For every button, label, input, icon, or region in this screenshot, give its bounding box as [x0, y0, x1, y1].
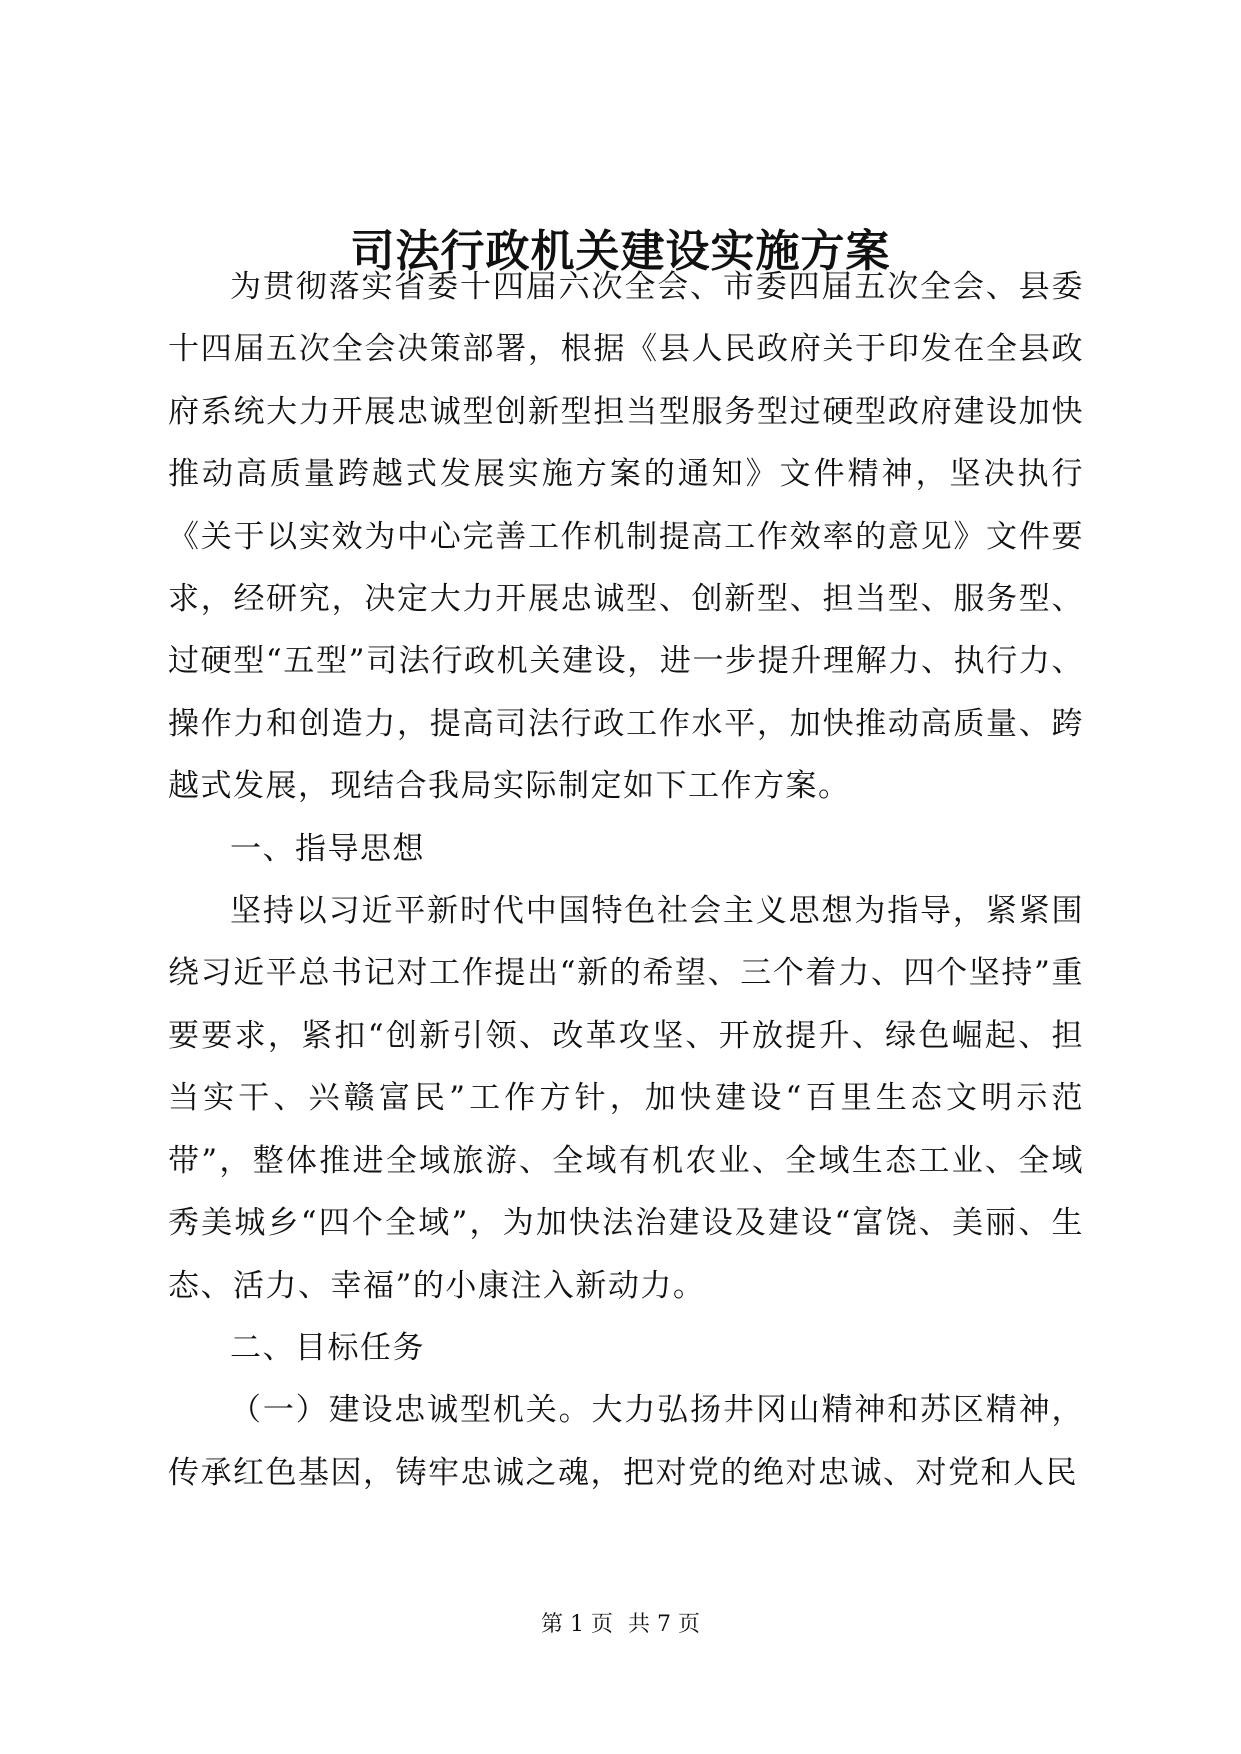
document-title: 司法行政机关建设实施方案	[350, 226, 891, 277]
intro-paragraph: 为贯彻落实省委十四届六次全会、市委四届五次全会、县委十四届五次全会决策部署，根据《县人民政府关于印发在全县政府系统大力开展忠诚型创新型担当型服务型过硬型政府建设加快推动高质量跨越式发展实施方案的通知》文件精神，坚决执行《关于以实效为中心完善工作机制提高工作效率的意见》文件要求，经研究，决定大力开展忠诚型、创新型、担当型、服务型、过硬型“五型”司法行政机关建设，进一步提升理解力、执行力、操作力和创造力，提高司法行政工作水平，加快推动高质量、跨越式发展，现结合我局实际制定如下工作方案。	[168, 269, 1084, 805]
page-number: 第 1 页	[541, 1612, 613, 1637]
document-body	[168, 256, 1084, 1504]
page-total: 共 7 页	[628, 1612, 700, 1637]
section-heading-guiding-ideology: 一、指导思想	[230, 830, 425, 867]
section-heading-goals: 二、目标任务	[230, 1329, 425, 1366]
page-footer	[0, 1610, 1241, 1640]
guiding-ideology-paragraph: 坚持以习近平新时代中国特色社会主义思想为指导，紧紧围绕习近平总书记对工作提出“新的希望、三个着力、四个坚持”重要要求，紧扣“创新引领、改革攻坚、开放提升、绿色崛起、担当实干、兴赣富民”工作方针，加快建设“百里生态文明示范带”，整体推进全域旅游、全域有机农业、全域生态工业、全域秀美城乡“四个全域”，为加快法治建设及建设“富饶、美丽、生态、活力、幸福”的小康注入新动力。	[168, 893, 1084, 1304]
goal-one-paragraph: （一）建设忠诚型机关。大力弘扬井冈山精神和苏区精神，传承红色基因，铸牢忠诚之魂，把对党的绝对忠诚、对党和人民	[168, 1392, 1084, 1491]
